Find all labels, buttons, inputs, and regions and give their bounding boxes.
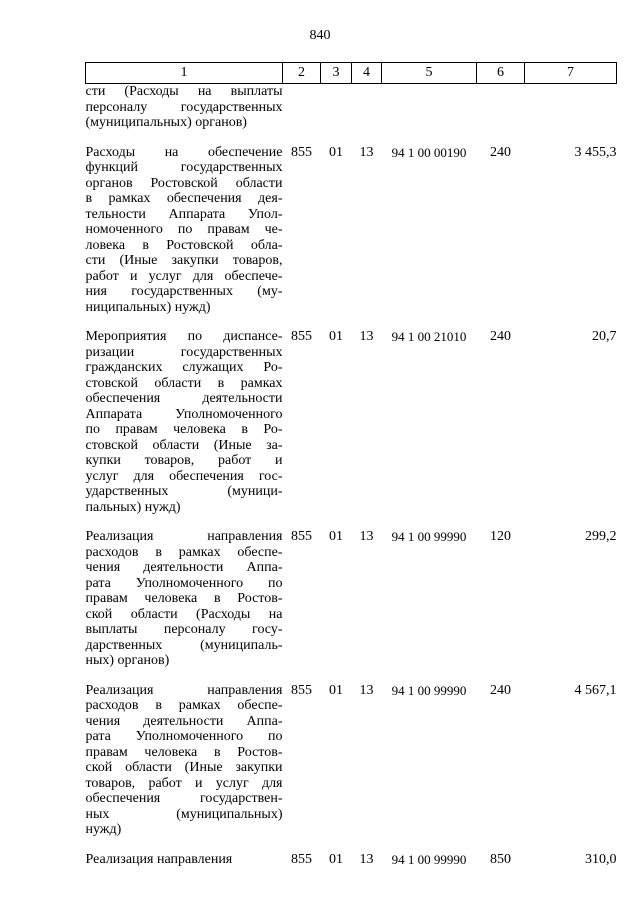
subsection-code-cell: 13 <box>359 144 374 160</box>
table-row <box>86 329 617 529</box>
column-header: 5 <box>382 63 477 84</box>
description-line: персоналу государственных <box>85 99 283 115</box>
description-line: стовской области в рамках <box>85 375 283 391</box>
description-line: в рамках обеспечения дея- <box>85 191 283 206</box>
amount-cell: 299,2 <box>585 529 617 544</box>
section-code-cell: 01 <box>329 851 343 867</box>
expense-type-cell: 120 <box>490 529 511 544</box>
description-line: чения деятельности Аппа- <box>85 560 283 575</box>
column-header: 3 <box>321 63 352 84</box>
admin-code-cell <box>283 84 321 145</box>
column-header: 4 <box>352 63 382 84</box>
subsection-code-cell: 13 <box>359 329 374 344</box>
subsection-code-cell: 13 <box>359 851 374 867</box>
description-line: пальных) нужд) <box>85 499 181 515</box>
description-line: ных (муниципальных) <box>85 806 283 822</box>
table-row <box>86 529 617 683</box>
description-line: ниципальных) нужд) <box>85 299 211 315</box>
description-line: Аппарата Уполномоченного <box>85 406 283 422</box>
description-line: выплаты персоналу госу- <box>85 622 283 637</box>
description-line: ния государственных (му- <box>85 284 283 299</box>
description-line: функций государственных <box>85 160 283 175</box>
description-line: работ и услуг для обеспече- <box>85 268 283 284</box>
description-line: ударственных (муници- <box>85 484 283 499</box>
description-line: ской области (Иные закупки <box>85 760 283 775</box>
column-header: 2 <box>283 63 321 84</box>
row-description <box>86 683 283 852</box>
description-line: номоченного по правам че- <box>85 222 283 237</box>
description-line: рата Уполномоченного по <box>85 729 283 744</box>
target-article-cell: 94 1 00 99990 <box>391 529 467 544</box>
target-article-cell: 94 1 00 99990 <box>391 851 467 867</box>
description-line: по правам человека в Ро- <box>85 422 283 437</box>
admin-code-cell: 855 <box>291 329 312 344</box>
description-line: тельности Аппарата Упол- <box>85 206 283 222</box>
description-line: ской области (Расходы на <box>85 606 283 622</box>
page-number: 840 <box>309 28 331 43</box>
description-line: Реализация направления <box>85 851 233 867</box>
description-line: Реализация направления <box>85 529 283 544</box>
table-row <box>86 852 617 882</box>
expense-type-cell <box>477 84 525 145</box>
subsection-code-cell: 13 <box>359 529 374 544</box>
column-header: 6 <box>477 63 525 84</box>
table-row <box>86 84 617 145</box>
row-description <box>86 852 283 882</box>
table-row <box>86 145 617 330</box>
target-article-cell: 94 1 00 21010 <box>391 329 467 344</box>
description-line: расходов в рамках обеспе- <box>85 544 283 560</box>
target-article-cell: 94 1 00 99990 <box>391 682 467 698</box>
description-line: дарственных (муниципаль- <box>85 637 283 653</box>
description-line: Мероприятия по диспансе- <box>85 329 283 344</box>
description-line: купки товаров, работ и <box>85 453 283 468</box>
table-row <box>86 683 617 852</box>
amount-cell: 310,0 <box>585 851 617 867</box>
column-header: 1 <box>86 63 283 84</box>
description-line: чения деятельности Аппа- <box>85 713 283 729</box>
amount-cell <box>525 84 617 145</box>
description-line: обеспечения государствен- <box>85 791 283 806</box>
section-code-cell: 01 <box>329 682 343 698</box>
description-line: Расходы на обеспечение <box>85 144 283 160</box>
section-code-cell: 01 <box>329 329 343 344</box>
row-description <box>86 84 283 145</box>
admin-code-cell: 855 <box>291 851 312 867</box>
target-article-cell <box>382 84 477 145</box>
description-line: нужд) <box>85 822 122 837</box>
row-description <box>86 329 283 529</box>
budget-table <box>85 62 617 881</box>
admin-code-cell: 855 <box>291 144 312 160</box>
description-line: услуг для обеспечения гос- <box>85 468 283 484</box>
row-description <box>86 529 283 683</box>
expense-type-cell: 240 <box>490 144 511 160</box>
amount-cell: 3 455,3 <box>574 144 617 160</box>
description-line: Реализация направления <box>85 682 283 698</box>
subsection-code-cell <box>352 84 382 145</box>
description-line: правам человека в Ростов- <box>85 591 283 606</box>
target-article-cell: 94 1 00 00190 <box>391 144 467 160</box>
description-line: обеспечения деятельности <box>85 391 283 406</box>
amount-cell: 4 567,1 <box>574 682 617 698</box>
description-line: ризации государственных <box>85 344 283 360</box>
amount-cell: 20,7 <box>592 329 617 344</box>
description-line: стовской области (Иные за- <box>85 437 283 453</box>
description-line: сти (Иные закупки товаров, <box>85 253 283 268</box>
expense-type-cell: 240 <box>490 682 511 698</box>
expense-type-cell: 240 <box>490 329 511 344</box>
description-line: товаров, работ и услуг для <box>85 775 283 791</box>
section-code-cell <box>321 84 352 145</box>
description-line: ловека в Ростовской обла- <box>85 237 283 253</box>
description-line: сти (Расходы на выплаты <box>85 84 283 99</box>
description-line: расходов в рамках обеспе- <box>85 698 283 713</box>
description-line: рата Уполномоченного по <box>85 575 283 591</box>
subsection-code-cell: 13 <box>359 682 374 698</box>
description-line: ных) органов) <box>85 653 170 668</box>
column-header: 7 <box>525 63 617 84</box>
description-line: (муниципальных) органов) <box>85 115 247 130</box>
table-header-row <box>86 63 617 84</box>
admin-code-cell: 855 <box>291 529 312 544</box>
description-line: гражданских служащих Ро- <box>85 360 283 375</box>
section-code-cell: 01 <box>329 529 343 544</box>
section-code-cell: 01 <box>329 144 343 160</box>
row-description <box>86 145 283 330</box>
description-line: органов Ростовской области <box>85 175 283 191</box>
expense-type-cell: 850 <box>490 851 511 867</box>
admin-code-cell: 855 <box>291 682 312 698</box>
description-line: правам человека в Ростов- <box>85 744 283 760</box>
